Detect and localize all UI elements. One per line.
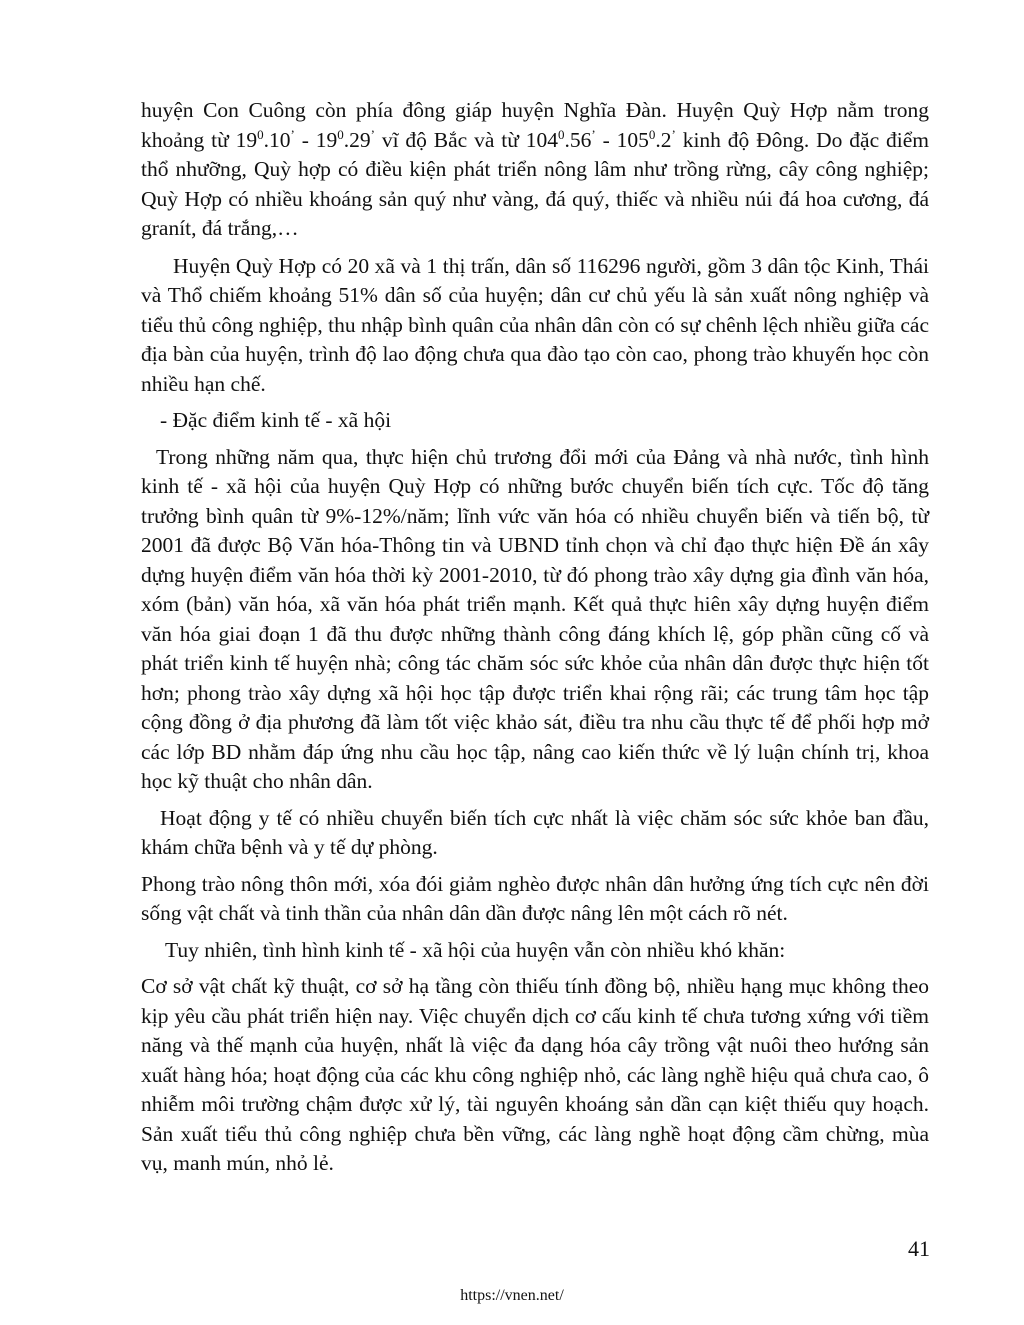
superscript: ’ <box>671 126 676 142</box>
text-run: .2 <box>655 127 672 152</box>
page-number: 41 <box>908 1236 930 1261</box>
superscript: 0 <box>257 126 264 142</box>
text-run: .29 <box>343 127 371 152</box>
paragraph-difficulties-intro: Tuy nhiên, tình hình kinh tế - xã hội của huyện vẫn còn nhiều khó khăn: <box>165 937 786 962</box>
section-heading: - Đặc điểm kinh tế - xã hội <box>160 408 392 432</box>
paragraph-difficulties: Cơ sở vật chất kỹ thuật, cơ sở hạ tầng còn thiếu tính đồng bộ, nhiều hạng mục không theo kịp yêu cầu phát triển hiện nay. Việc chuyển dịch cơ cấu kinh tế chưa tương xứng với tiềm năng và thế mạnh của huyện, nhất là việc đa dạng hóa cây trồng vật nuôi theo hướng sản xuất hàng hóa; hoạt động của các khu công nghiệp nhỏ, các làng nghề hiệu quả chưa cao, ô nhiễm môi trường chậm được xử lý, tài nguyên khoáng sản dần cạn kiệt thiếu quy hoạch. Sản xuất tiểu thủ công nghiệp chưa bền vững, các làng nghề hoạt động cầm chừng, mùa vụ, manh mún, nhỏ lẻ. <box>141 974 929 1175</box>
superscript: ’ <box>290 126 295 142</box>
superscript: 0 <box>337 126 344 142</box>
text-run: - 19 <box>294 127 338 152</box>
text-run: - 105 <box>595 127 649 152</box>
paragraph-population: Huyện Quỳ Hợp có 20 xã và 1 thị trấn, dân số 116296 người, gồm 3 dân tộc Kinh, Thái và Thổ chiếm khoảng 51% dân số của huyện; dân cư chủ yếu là sản xuất nông nghiệp và tiểu thủ công nghiệp, thu nhập bình quân của nhân dân còn có sự chênh lệch nhiều giữa các địa bàn của huyện, trình độ lao động chưa qua đào tạo còn cao, phong trào khuyến học còn nhiều hạn chế. <box>141 253 929 396</box>
paragraph-geography <box>141 96 929 244</box>
text-run: vĩ độ Bắc và từ 104 <box>374 127 558 152</box>
text-run: kinh độ Đông. Do đặc điểm thổ nhưỡng, Quỳ hợp có điều kiện phát triển nông lâm như trồng rừng, cây công nghiệp; Quỳ Hợp có nhiều khoáng sản quý như vàng, đá quý, thiếc và nhiều núi đá hoa cương, đá granít, đá trắng,… <box>141 127 929 240</box>
superscript: ’ <box>591 126 596 142</box>
paragraph-economy: Trong những năm qua, thực hiện chủ trương đổi mới của Đảng và nhà nước, tình hình kinh tế - xã hội của huyện Quỳ Hợp có những bước chuyển biến tích cực. Tốc độ tăng trưởng bình quân từ 9%-12%/năm; lĩnh vức văn hóa có nhiều chuyển biến và tiến bộ, từ 2001 đã được Bộ Văn hóa-Thông tin và UBND tỉnh chọn và chỉ đạo thực hiện Đề án xây dựng huyện điểm văn hóa thời kỳ 2001-2010, từ đó phong trào xây dựng gia đình văn hóa, xóm (bản) văn hóa, xã văn hóa phát triển mạnh. Kết quả thực hiên xây dựng huyện điểm văn hóa giai đoạn 1 đã thu được những thành công đáng khích lệ, góp phần cũng cố và phát triển kinh tế huyện nhà; công tác chăm sóc sức khỏe của nhân dân được thực hiện tốt hơn; phong trào xây dựng xã hội học tập được triển khai rộng rãi; các trung tâm học tập cộng đồng ở địa phương đã làm tốt việc khảo sát, điều tra nhu cầu thực tế để phối hợp mở các lớp BD nhằm đáp ứng nhu cầu học tập, nâng cao kiến thức về lý luận chính trị, khoa học kỹ thuật cho nhân dân. <box>141 444 929 793</box>
text-run: .10 <box>263 127 291 152</box>
superscript: ’ <box>370 126 375 142</box>
text-run: huyện Con Cuông còn phía đông giáp huyện Nghĩa Đàn. Huyện Quỳ Hợp nằm trong khoảng từ 19 <box>141 98 929 152</box>
superscript: 0 <box>648 126 656 142</box>
paragraph-health: Hoạt động y tế có nhiều chuyển biến tích cực nhất là việc chăm sóc sức khỏe ban đầu, khám chữa bệnh và y tế dự phòng. <box>141 805 929 859</box>
text-run: .56 <box>564 127 592 152</box>
body-text <box>141 96 929 1186</box>
superscript: 0 <box>558 126 565 142</box>
footer-url[interactable]: https://vnen.net/ <box>460 1287 564 1304</box>
paragraph-new-rural: Phong trào nông thôn mới, xóa đói giảm nghèo được nhân dân hưởng ứng tích cực nên đời sống vật chất và tinh thần của nhân dân dần được nâng lên một cách rõ nét. <box>141 871 929 925</box>
